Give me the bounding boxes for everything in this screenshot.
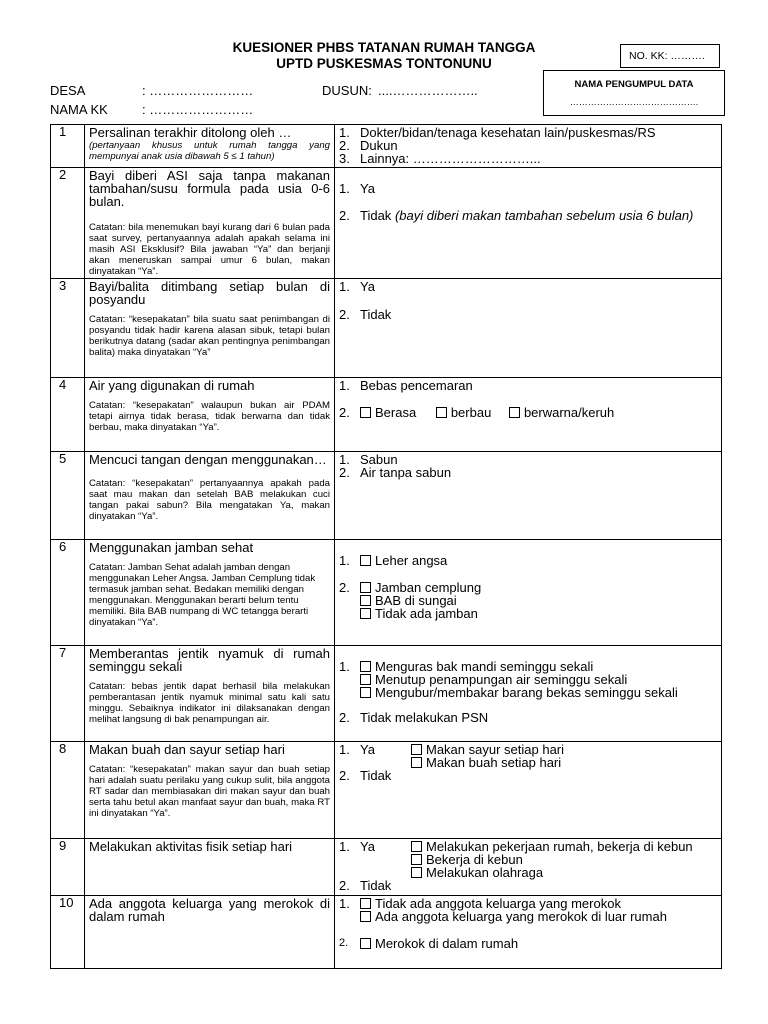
answer-option[interactable]: Ya <box>360 742 375 757</box>
desa-label: DESA <box>50 83 86 98</box>
checkbox-label: Ada anggota keluarga yang merokok di luar rumah <box>375 909 667 924</box>
question-text: Melakukan aktivitas fisik setiap hari <box>89 839 293 854</box>
question-text: Bayi/balita ditimbang setiap bulan di posyandu <box>89 279 330 307</box>
checkbox-label: berwarna/keruh <box>523 405 615 420</box>
answer-option[interactable]: Lainnya: ………………………... <box>360 151 541 166</box>
answer-option[interactable]: Tidak <box>360 307 392 322</box>
checkbox[interactable] <box>436 407 447 418</box>
answer-cell: 1. Ya 2. Tidak <box>335 279 722 378</box>
checkbox-label: Bekerja di kebun <box>426 852 523 867</box>
question-note: Catatan: Jamban Sehat adalah jamban dengan menggunakan Leher Angsa. Jamban Cemplung tidak termasuk jamban sehat. Bedakan memiliki dengan menggunakan. Menggunakan berarti belum tentu memiliki. Bila BAB numpang di WC tetangga berarti dinyatakan “Ya”. <box>89 562 316 628</box>
checkbox-label: Tidak ada anggota keluarga yang merokok <box>375 896 621 911</box>
checkbox-label: Jamban cemplung <box>375 580 482 595</box>
question-number: 3 <box>51 279 85 378</box>
collector-box[interactable] <box>543 70 725 116</box>
nama-kk-field[interactable]: : …………………… <box>142 102 254 117</box>
checkbox[interactable] <box>360 608 371 619</box>
question-note: Catatan: “kesepakatan” makan sayur dan buah setiap hari adalah suatu perilaku yang cukup sulit, bila anggota RT sadar dan membiasakan diri makan sayur dan buah serta tahu betul akan manfaat sayur dan buah, maka RT ini dinyatakan “Ya”. <box>89 764 330 819</box>
question-row <box>51 646 722 742</box>
answer-cell: 1. Tidak ada anggota keluarga yang merokok Ada anggota keluarga yang merokok di luar rumah 2. Merokok di dalam rumah <box>335 896 722 969</box>
question-number: 9 <box>51 839 85 896</box>
answer-option[interactable]: Tidak <box>360 208 392 223</box>
question-number: 10 <box>51 896 85 969</box>
question-text: Persalinan terakhir ditolong oleh … <box>89 125 292 140</box>
checkbox-label: berbau <box>450 405 492 420</box>
answer-cell: 1. Ya Makan sayur setiap hari Makan buah setiap hari 2. Tidak <box>335 742 722 839</box>
question-text: Memberantas jentik nyamuk di rumah seminggu sekali <box>89 646 330 674</box>
answer-option[interactable]: Ya <box>360 181 375 196</box>
question-note: (pertanyaan khusus untuk rumah tangga yang mempunyai anak usia dibawah 5 ≤ 1 tahun) <box>89 140 330 162</box>
question-number: 4 <box>51 378 85 452</box>
no-kk-box[interactable] <box>620 44 720 68</box>
question-note: Catatan: “kesepakatan” bila suatu saat penimbangan di posyandu tidak hadir karena alasan sibuk, tetapi bulan berikutnya datang (sadar akan pentingnya penimbangan balita) maka dinyatakan “Ya” <box>89 314 330 358</box>
answer-option[interactable]: Ya <box>360 279 375 294</box>
answer-cell: 1. Ya Melakukan pekerjaan rumah, bekerja di kebun Bekerja di kebun Melakukan olahraga 2. Tidak <box>335 839 722 896</box>
question-row <box>51 125 722 168</box>
question-note: Catatan: bebas jentik dapat berhasil bila melakukan pemberantasan jentik nyamuk minimal satu kali satu minggu. Sebaiknya indikator ini dilaksanakan dengan melihat langsung di bak penampungan air. <box>89 681 330 725</box>
question-row <box>51 742 722 839</box>
checkbox[interactable] <box>411 867 422 878</box>
nama-kk-label: NAMA KK <box>50 102 108 117</box>
checkbox-label: Makan sayur setiap hari <box>426 742 565 757</box>
no-kk-label: NO. KK: ………. <box>629 50 705 62</box>
collector-label: NAMA PENGUMPUL DATA <box>574 79 694 90</box>
checkbox-label: Melakukan olahraga <box>426 865 544 880</box>
checkbox-label: Menguras bak mandi seminggu sekali <box>375 659 594 674</box>
checkbox[interactable] <box>360 661 371 672</box>
checkbox-label: Tidak ada jamban <box>375 606 478 621</box>
checkbox-label: Melakukan pekerjaan rumah, bekerja di kebun <box>426 839 693 854</box>
question-text: Ada anggota keluarga yang merokok di dalam rumah <box>89 896 330 924</box>
checkbox[interactable] <box>360 674 371 685</box>
checkbox-label: Berasa <box>375 405 417 420</box>
answer-option[interactable]: Bebas pencemaran <box>360 378 473 393</box>
answer-cell: 1. Bebas pencemaran 2. Berasa berbau berwarna/keruh <box>335 378 722 452</box>
question-row <box>51 896 722 969</box>
question-text: Air yang digunakan di rumah <box>89 378 255 393</box>
dusun-label: DUSUN: <box>322 83 372 98</box>
answer-option[interactable]: Tidak <box>360 878 392 893</box>
checkbox[interactable] <box>360 938 371 949</box>
checkbox[interactable] <box>509 407 520 418</box>
checkbox[interactable] <box>411 841 422 852</box>
answer-note: (bayi diberi makan tambahan sebelum usia 6 bulan) <box>394 208 694 223</box>
question-note: Catatan: “kesepakatan” pertanyaannya apakah pada saat mau makan dan setelah BAB melakukan cuci tangan pakai sabun? Bila mengatakan Ya, makan dinyatakan “Ya”. <box>89 478 330 522</box>
question-row <box>51 452 722 540</box>
answer-cell: 1. Menguras bak mandi seminggu sekali Menutup penampungan air seminggu sekali Mengubur/membakar barang bekas seminggu sekali 2. Tidak melakukan PSN <box>335 646 722 742</box>
checkbox[interactable] <box>360 687 371 698</box>
question-row <box>51 540 722 646</box>
checkbox[interactable] <box>360 407 371 418</box>
question-note: Catatan: “kesepakatan” walaupun bukan air PDAM tetapi airnya tidak berasa, tidak berwarna dan tidak berbau, maka dinyatakan “Ya”. <box>89 400 330 433</box>
question-number: 5 <box>51 452 85 540</box>
form-subtitle: UPTD PUSKESMAS TONTONUNU <box>276 56 492 71</box>
checkbox-label: BAB di sungai <box>375 593 457 608</box>
answer-option[interactable]: Dukun <box>360 138 398 153</box>
answer-option[interactable]: Dokter/bidan/tenaga kesehatan lain/puskesmas/RS <box>360 125 656 140</box>
question-number: 8 <box>51 742 85 839</box>
question-number: 7 <box>51 646 85 742</box>
question-row <box>51 839 722 896</box>
collector-value: ……………………………………. <box>569 97 699 107</box>
question-text: Makan buah dan sayur setiap hari <box>89 742 285 757</box>
question-row <box>51 168 722 279</box>
checkbox[interactable] <box>411 757 422 768</box>
checkbox[interactable] <box>360 911 371 922</box>
question-number: 2 <box>51 168 85 279</box>
answer-option[interactable]: Tidak <box>360 768 392 783</box>
checkbox-label: Mengubur/membakar barang bekas seminggu sekali <box>375 685 678 700</box>
checkbox[interactable] <box>411 854 422 865</box>
answer-option[interactable]: Air tanpa sabun <box>360 465 452 480</box>
checkbox[interactable] <box>360 898 371 909</box>
answer-cell: 1. Ya 2. Tidak (bayi diberi makan tambahan sebelum usia 6 bulan) <box>335 168 722 279</box>
form-title: KUESIONER PHBS TATANAN RUMAH TANGGA <box>232 40 536 55</box>
question-note: Catatan: bila menemukan bayi kurang dari 6 bulan pada saat survey, pertanyaannya adalah apakah selama ini masih ASI Eksklusif? Bila jawaban “Ya” dan berjanji akan meneruskan sampai umur 6 bulan, makan dinyatakan “Ya”. <box>89 222 330 277</box>
question-number: 1 <box>51 125 85 168</box>
question-text: Mencuci tangan dengan menggunakan… <box>89 452 327 467</box>
answer-option[interactable]: Tidak melakukan PSN <box>360 710 489 725</box>
checkbox[interactable] <box>360 595 371 606</box>
dusun-field[interactable]: ....……………….. <box>378 83 478 98</box>
answer-cell: 1. Sabun 2. Air tanpa sabun <box>335 452 722 540</box>
checkbox-label: Menutup penampungan air seminggu sekali <box>375 672 628 687</box>
question-text: Bayi diberi ASI saja tanpa makanan tambahan/susu formula pada usia 0-6 bulan. <box>89 168 330 209</box>
checkbox[interactable] <box>360 582 371 593</box>
checkbox-label: Leher angsa <box>375 553 448 568</box>
desa-field[interactable]: : …………………… <box>142 83 254 98</box>
answer-cell: 1. Dokter/bidan/tenaga kesehatan lain/puskesmas/RS 2. Dukun 3. Lainnya: ………………………... <box>335 125 722 168</box>
questionnaire-table <box>50 124 722 969</box>
question-row <box>51 378 722 452</box>
checkbox-label: Merokok di dalam rumah <box>375 936 519 951</box>
checkbox[interactable] <box>360 555 371 566</box>
question-row <box>51 279 722 378</box>
answer-cell: 1. Leher angsa 2. Jamban cemplung BAB di sungai Tidak ada jamban <box>335 540 722 646</box>
checkbox[interactable] <box>411 744 422 755</box>
question-number: 6 <box>51 540 85 646</box>
checkbox-label: Makan buah setiap hari <box>426 755 562 770</box>
answer-option[interactable]: Ya <box>360 839 375 854</box>
answer-option[interactable]: Sabun <box>360 452 398 467</box>
question-text: Menggunakan jamban sehat <box>89 540 254 555</box>
